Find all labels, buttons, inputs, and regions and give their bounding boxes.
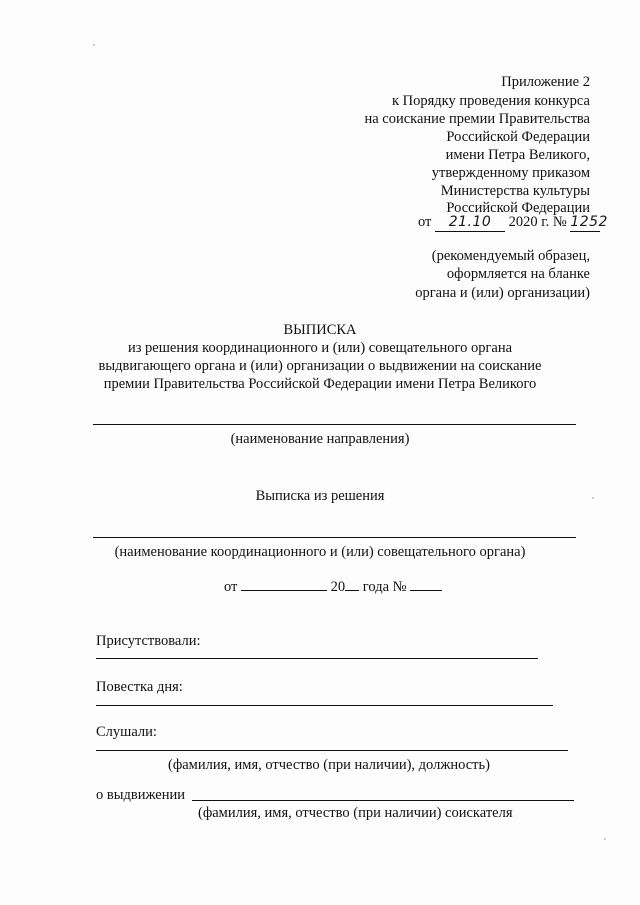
agenda-line bbox=[96, 705, 553, 706]
note-line: (рекомендуемый образец, bbox=[431, 248, 590, 264]
present-label: Присутствовали: bbox=[96, 633, 201, 649]
order-reference bbox=[418, 213, 608, 232]
header-line: на соискание премии Правительства bbox=[364, 111, 590, 127]
date-prefix: от bbox=[224, 579, 238, 595]
direction-caption: (наименование направления) bbox=[230, 431, 410, 447]
header-line: к Порядку проведения конкурса bbox=[391, 93, 590, 109]
nomination-line bbox=[192, 800, 574, 801]
date-century: 20 bbox=[330, 579, 346, 595]
document-title: ВЫПИСКА bbox=[283, 322, 357, 338]
direction-line bbox=[93, 424, 576, 425]
order-date-handwritten: 21.10 bbox=[435, 213, 505, 232]
agenda-label: Повестка дня: bbox=[96, 679, 183, 695]
title-line: из решения координационного и (или) совещательного органа bbox=[127, 340, 513, 356]
header-line: Российской Федерации bbox=[446, 200, 590, 216]
extract-label: Выписка из решения bbox=[255, 488, 385, 504]
year-blank bbox=[345, 576, 359, 591]
header-line: Российской Федерации bbox=[446, 129, 590, 145]
heard-line bbox=[96, 750, 568, 751]
body-line bbox=[93, 537, 576, 538]
scan-speck bbox=[604, 838, 606, 840]
header-line: утвержденному приказом bbox=[431, 165, 590, 181]
note-line: органа и (или) организации) bbox=[415, 285, 590, 301]
scan-speck bbox=[592, 497, 594, 499]
header-line: Приложение 2 bbox=[501, 74, 590, 90]
title-line: премии Правительства Российской Федерации имени Петра Великого bbox=[103, 376, 537, 392]
present-line bbox=[96, 658, 538, 659]
nomination-label: о выдвижении bbox=[96, 787, 185, 803]
decision-date-row bbox=[224, 576, 442, 596]
header-line: имени Петра Великого, bbox=[445, 147, 590, 163]
header-line: Министерства культуры bbox=[440, 183, 590, 199]
number-blank bbox=[410, 576, 442, 591]
person-caption: (фамилия, имя, отчество (при наличии), должность) bbox=[168, 757, 490, 773]
heard-label: Слушали: bbox=[96, 724, 157, 740]
date-suffix: года № bbox=[362, 579, 407, 595]
order-year: 2020 г. № bbox=[508, 214, 567, 230]
date-blank bbox=[241, 576, 327, 591]
order-prefix: от bbox=[418, 214, 432, 230]
order-number-handwritten: 1252 bbox=[570, 214, 608, 230]
note-line: оформляется на бланке bbox=[446, 266, 590, 282]
title-line: выдвигающего органа и (или) организации о выдвижении на соискание bbox=[98, 358, 542, 374]
body-caption: (наименование координационного и (или) совещательного органа) bbox=[114, 544, 526, 560]
candidate-caption: (фамилия, имя, отчество (при наличии) соискателя bbox=[198, 805, 513, 821]
scan-speck bbox=[93, 44, 95, 46]
